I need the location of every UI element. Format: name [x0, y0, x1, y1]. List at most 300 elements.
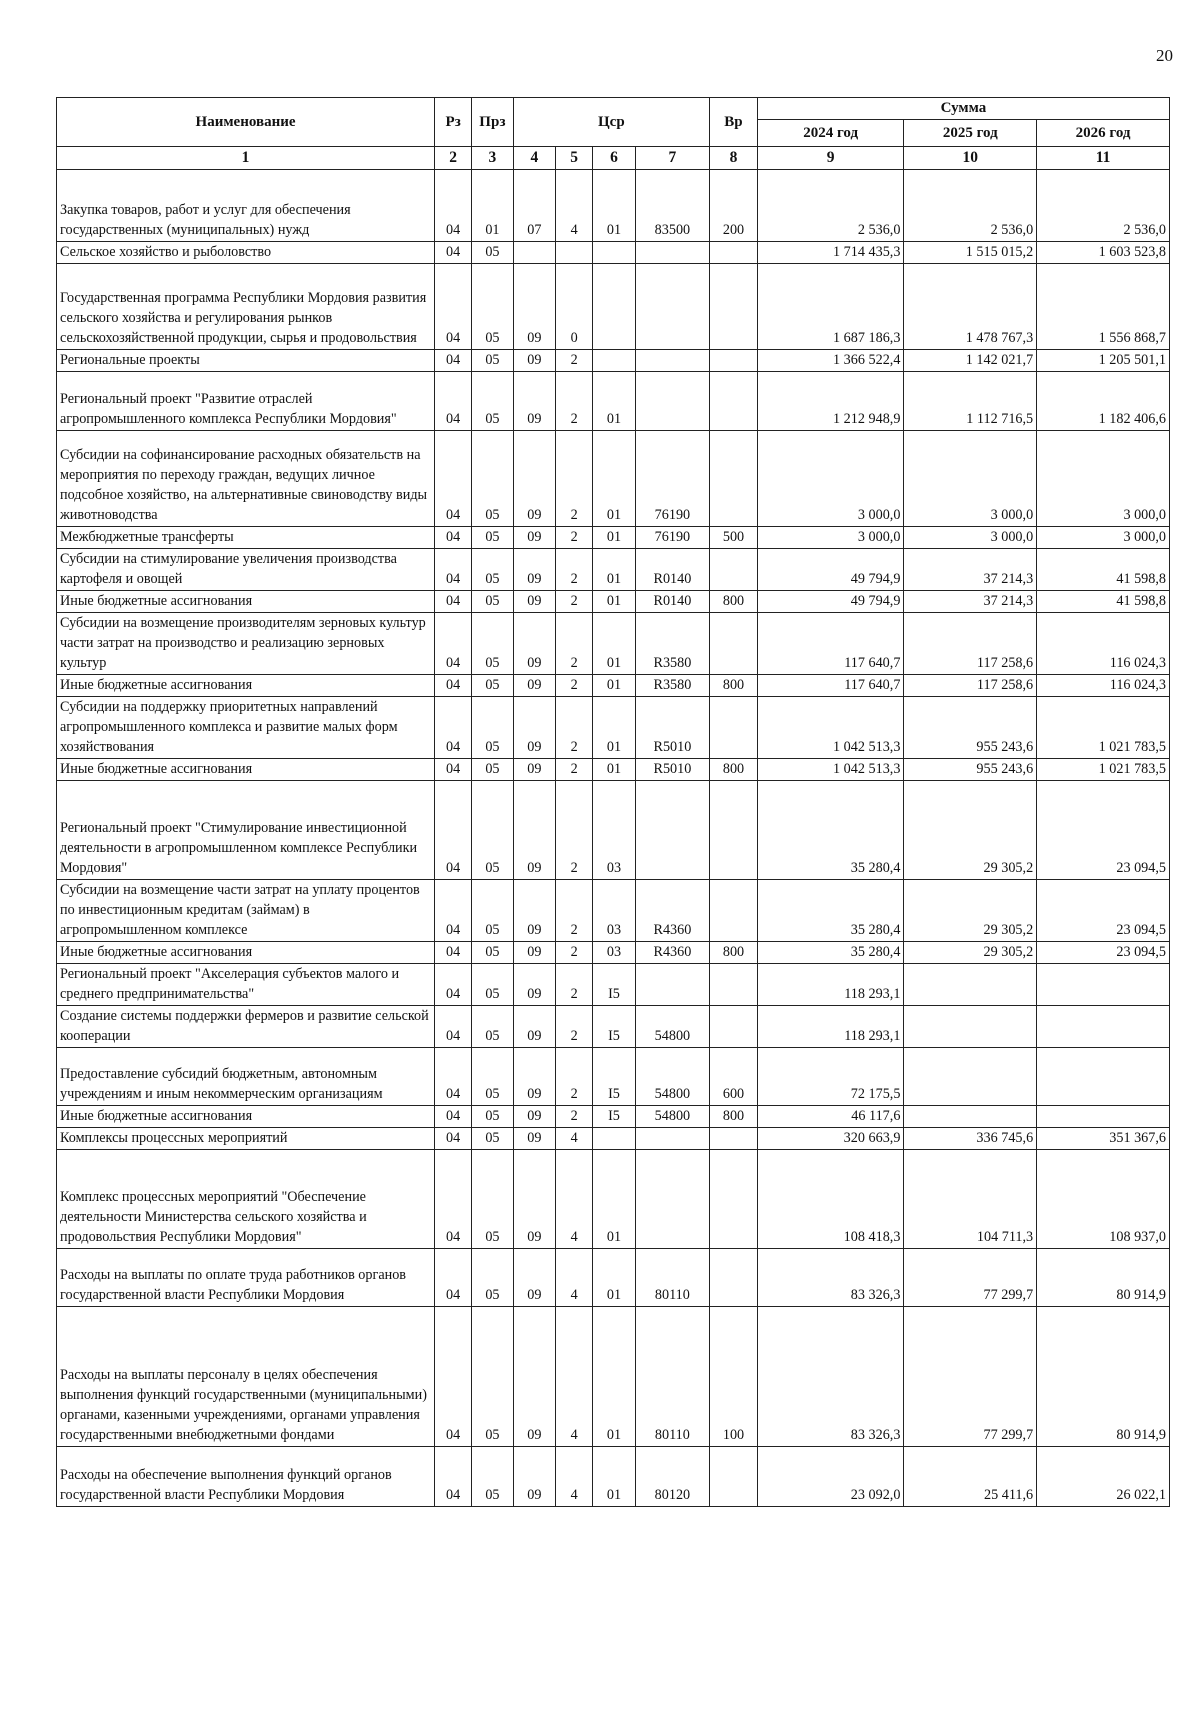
csr-project-cell: 01 [593, 527, 635, 549]
row-name-cell: Расходы на обеспечение выполнения функций органов государственной власти Республики Мордовия [57, 1447, 435, 1507]
prz-cell: 05 [472, 527, 513, 549]
amount-2026-cell: 3 000,0 [1037, 527, 1170, 549]
csr-type-cell: 2 [556, 942, 593, 964]
rz-cell: 04 [435, 1006, 472, 1048]
csr-program-cell: 09 [513, 1249, 555, 1307]
prz-cell: 05 [472, 675, 513, 697]
table-row [57, 264, 1170, 350]
vr-cell: 800 [710, 675, 758, 697]
amount-2024-cell: 1 212 948,9 [757, 372, 904, 431]
table-row [57, 591, 1170, 613]
prz-cell: 05 [472, 549, 513, 591]
prz-cell: 05 [472, 942, 513, 964]
amount-2026-cell [1037, 1006, 1170, 1048]
amount-2025-cell: 3 000,0 [904, 527, 1037, 549]
csr-program-cell: 09 [513, 1307, 555, 1447]
vr-cell: 800 [710, 591, 758, 613]
amount-2025-cell: 1 515 015,2 [904, 242, 1037, 264]
amount-2026-cell: 116 024,3 [1037, 613, 1170, 675]
vr-cell [710, 372, 758, 431]
table-body [57, 170, 1170, 1507]
amount-2025-cell: 25 411,6 [904, 1447, 1037, 1507]
prz-cell: 05 [472, 697, 513, 759]
column-number: 9 [757, 147, 904, 170]
column-number: 10 [904, 147, 1037, 170]
csr-direction-cell: R0140 [635, 591, 709, 613]
row-name-cell: Региональный проект "Акселерация субъектов малого и среднего предпринимательства" [57, 964, 435, 1006]
amount-2025-cell: 3 000,0 [904, 431, 1037, 527]
table-row [57, 1249, 1170, 1307]
csr-program-cell: 09 [513, 942, 555, 964]
amount-2024-cell: 72 175,5 [757, 1048, 904, 1106]
csr-program-cell: 09 [513, 527, 555, 549]
row-name-cell: Субсидии на возмещение производителям зерновых культур части затрат на производство и реализацию зерновых культур [57, 613, 435, 675]
csr-direction-cell: 54800 [635, 1106, 709, 1128]
amount-2025-cell [904, 1048, 1037, 1106]
csr-direction-cell [635, 264, 709, 350]
amount-2025-cell [904, 1006, 1037, 1048]
row-name-cell: Расходы на выплаты по оплате труда работников органов государственной власти Республики Мордовия [57, 1249, 435, 1307]
budget-table [56, 97, 1170, 1507]
amount-2024-cell: 35 280,4 [757, 781, 904, 880]
csr-type-cell: 4 [556, 170, 593, 242]
amount-2025-cell: 336 745,6 [904, 1128, 1037, 1150]
amount-2025-cell: 37 214,3 [904, 591, 1037, 613]
vr-cell: 800 [710, 759, 758, 781]
table-row [57, 1048, 1170, 1106]
amount-2026-cell: 3 000,0 [1037, 431, 1170, 527]
csr-program-cell: 09 [513, 264, 555, 350]
prz-cell: 05 [472, 1128, 513, 1150]
row-name-cell: Предоставление субсидий бюджетным, автономным учреждениям и иным некоммерческим организациям [57, 1048, 435, 1106]
csr-project-cell: 01 [593, 1150, 635, 1249]
csr-direction-cell: 76190 [635, 527, 709, 549]
vr-cell [710, 242, 758, 264]
row-name-cell: Субсидии на поддержку приоритетных направлений агропромышленного комплекса и развитие малых форм хозяйствования [57, 697, 435, 759]
amount-2026-cell [1037, 1106, 1170, 1128]
amount-2026-cell: 41 598,8 [1037, 549, 1170, 591]
amount-2024-cell: 49 794,9 [757, 549, 904, 591]
prz-cell: 05 [472, 964, 513, 1006]
amount-2026-cell: 1 556 868,7 [1037, 264, 1170, 350]
amount-2026-cell: 351 367,6 [1037, 1128, 1170, 1150]
vr-cell [710, 264, 758, 350]
vr-cell [710, 613, 758, 675]
amount-2024-cell: 23 092,0 [757, 1447, 904, 1507]
table-row [57, 1006, 1170, 1048]
page-number: 20 [1156, 46, 1173, 65]
table-row [57, 1128, 1170, 1150]
amount-2026-cell: 2 536,0 [1037, 170, 1170, 242]
amount-2024-cell: 83 326,3 [757, 1307, 904, 1447]
amount-2024-cell: 35 280,4 [757, 942, 904, 964]
csr-program-cell: 09 [513, 1150, 555, 1249]
vr-cell [710, 1006, 758, 1048]
row-name-cell: Иные бюджетные ассигнования [57, 759, 435, 781]
csr-direction-cell [635, 350, 709, 372]
csr-direction-cell [635, 964, 709, 1006]
rz-cell: 04 [435, 1106, 472, 1128]
csr-project-cell: 01 [593, 549, 635, 591]
csr-direction-cell: R0140 [635, 549, 709, 591]
amount-2026-cell: 41 598,8 [1037, 591, 1170, 613]
csr-project-cell: 01 [593, 372, 635, 431]
csr-direction-cell: R3580 [635, 613, 709, 675]
amount-2026-cell: 26 022,1 [1037, 1447, 1170, 1507]
prz-cell: 05 [472, 591, 513, 613]
row-name-cell: Иные бюджетные ассигнования [57, 1106, 435, 1128]
csr-type-cell: 4 [556, 1128, 593, 1150]
row-name-cell: Субсидии на стимулирование увеличения производства картофеля и овощей [57, 549, 435, 591]
row-name-cell: Сельское хозяйство и рыболовство [57, 242, 435, 264]
amount-2024-cell: 118 293,1 [757, 964, 904, 1006]
csr-direction-cell [635, 242, 709, 264]
table-row [57, 1447, 1170, 1507]
table-row [57, 697, 1170, 759]
csr-program-cell: 09 [513, 613, 555, 675]
csr-project-cell: 01 [593, 591, 635, 613]
vr-cell: 600 [710, 1048, 758, 1106]
csr-program-cell: 09 [513, 675, 555, 697]
amount-2026-cell: 23 094,5 [1037, 781, 1170, 880]
vr-cell [710, 880, 758, 942]
prz-cell: 05 [472, 1106, 513, 1128]
amount-2024-cell: 1 714 435,3 [757, 242, 904, 264]
row-name-cell: Субсидии на софинансирование расходных обязательств на мероприятия по переходу граждан, ведущих личное подсобное хозяйство, на альтернативные свиноводству виды животноводства [57, 431, 435, 527]
table-row [57, 170, 1170, 242]
csr-direction-cell: 54800 [635, 1048, 709, 1106]
table-row [57, 431, 1170, 527]
amount-2024-cell: 320 663,9 [757, 1128, 904, 1150]
csr-program-cell: 09 [513, 431, 555, 527]
csr-project-cell: I5 [593, 1106, 635, 1128]
csr-type-cell: 4 [556, 1150, 593, 1249]
amount-2026-cell: 1 603 523,8 [1037, 242, 1170, 264]
col-csr-header: Цср [513, 98, 709, 147]
amount-2024-cell: 3 000,0 [757, 431, 904, 527]
csr-direction-cell: R4360 [635, 880, 709, 942]
prz-cell: 01 [472, 170, 513, 242]
table-row [57, 1307, 1170, 1447]
csr-type-cell: 4 [556, 1249, 593, 1307]
csr-project-cell: 01 [593, 1249, 635, 1307]
csr-type-cell [556, 242, 593, 264]
prz-cell: 05 [472, 1006, 513, 1048]
amount-2024-cell: 117 640,7 [757, 613, 904, 675]
csr-direction-cell: R5010 [635, 697, 709, 759]
table-row [57, 964, 1170, 1006]
row-name-cell: Иные бюджетные ассигнования [57, 675, 435, 697]
rz-cell: 04 [435, 1150, 472, 1249]
amount-2025-cell: 955 243,6 [904, 759, 1037, 781]
amount-2024-cell: 117 640,7 [757, 675, 904, 697]
rz-cell: 04 [435, 1128, 472, 1150]
prz-cell: 05 [472, 431, 513, 527]
csr-program-cell: 09 [513, 781, 555, 880]
amount-2026-cell: 80 914,9 [1037, 1307, 1170, 1447]
header-row-1 [57, 98, 1170, 120]
vr-cell [710, 697, 758, 759]
csr-project-cell: 01 [593, 613, 635, 675]
vr-cell: 500 [710, 527, 758, 549]
csr-type-cell: 2 [556, 591, 593, 613]
vr-cell: 200 [710, 170, 758, 242]
amount-2024-cell: 3 000,0 [757, 527, 904, 549]
vr-cell [710, 431, 758, 527]
row-name-cell: Межбюджетные трансферты [57, 527, 435, 549]
csr-type-cell: 2 [556, 880, 593, 942]
csr-type-cell: 4 [556, 1447, 593, 1507]
rz-cell: 04 [435, 1307, 472, 1447]
prz-cell: 05 [472, 264, 513, 350]
column-number: 4 [513, 147, 555, 170]
csr-type-cell: 2 [556, 350, 593, 372]
amount-2026-cell: 23 094,5 [1037, 880, 1170, 942]
vr-cell: 100 [710, 1307, 758, 1447]
csr-direction-cell [635, 1150, 709, 1249]
amount-2025-cell: 77 299,7 [904, 1249, 1037, 1307]
csr-type-cell: 2 [556, 549, 593, 591]
amount-2026-cell: 80 914,9 [1037, 1249, 1170, 1307]
col-2024-header: 2024 год [757, 120, 904, 147]
csr-direction-cell: R3580 [635, 675, 709, 697]
vr-cell [710, 350, 758, 372]
amount-2025-cell: 1 112 716,5 [904, 372, 1037, 431]
amount-2025-cell: 117 258,6 [904, 613, 1037, 675]
csr-direction-cell: R5010 [635, 759, 709, 781]
csr-direction-cell: R4360 [635, 942, 709, 964]
amount-2025-cell: 104 711,3 [904, 1150, 1037, 1249]
csr-program-cell: 09 [513, 759, 555, 781]
table-row [57, 880, 1170, 942]
amount-2026-cell: 23 094,5 [1037, 942, 1170, 964]
rz-cell: 04 [435, 1048, 472, 1106]
csr-program-cell: 09 [513, 1128, 555, 1150]
row-name-cell: Региональные проекты [57, 350, 435, 372]
amount-2025-cell [904, 964, 1037, 1006]
csr-direction-cell: 83500 [635, 170, 709, 242]
table-row [57, 549, 1170, 591]
amount-2025-cell: 117 258,6 [904, 675, 1037, 697]
col-vr-header: Вр [710, 98, 758, 147]
row-name-cell: Комплекс процессных мероприятий "Обеспечение деятельности Министерства сельского хозяйства и продовольствия Республики Мордовия" [57, 1150, 435, 1249]
csr-direction-cell [635, 372, 709, 431]
csr-project-cell [593, 264, 635, 350]
csr-direction-cell: 80120 [635, 1447, 709, 1507]
rz-cell: 04 [435, 964, 472, 1006]
rz-cell: 04 [435, 880, 472, 942]
table-row [57, 1106, 1170, 1128]
table-row [57, 527, 1170, 549]
amount-2025-cell: 1 142 021,7 [904, 350, 1037, 372]
row-name-cell: Создание системы поддержки фермеров и развитие сельской кооперации [57, 1006, 435, 1048]
csr-project-cell [593, 242, 635, 264]
vr-cell [710, 1447, 758, 1507]
table-row [57, 1150, 1170, 1249]
amount-2024-cell: 1 366 522,4 [757, 350, 904, 372]
column-number: 6 [593, 147, 635, 170]
prz-cell: 05 [472, 350, 513, 372]
amount-2025-cell: 37 214,3 [904, 549, 1037, 591]
amount-2025-cell: 955 243,6 [904, 697, 1037, 759]
csr-type-cell: 2 [556, 1106, 593, 1128]
csr-program-cell [513, 242, 555, 264]
amount-2024-cell: 1 687 186,3 [757, 264, 904, 350]
amount-2025-cell [904, 1106, 1037, 1128]
table-row [57, 942, 1170, 964]
csr-type-cell: 4 [556, 1307, 593, 1447]
rz-cell: 04 [435, 372, 472, 431]
csr-type-cell: 2 [556, 759, 593, 781]
prz-cell: 05 [472, 781, 513, 880]
prz-cell: 05 [472, 613, 513, 675]
prz-cell: 05 [472, 372, 513, 431]
amount-2026-cell: 1 182 406,6 [1037, 372, 1170, 431]
amount-2024-cell: 118 293,1 [757, 1006, 904, 1048]
table-row [57, 759, 1170, 781]
column-number: 11 [1037, 147, 1170, 170]
csr-project-cell: I5 [593, 1048, 635, 1106]
amount-2026-cell: 116 024,3 [1037, 675, 1170, 697]
csr-project-cell [593, 350, 635, 372]
column-number: 2 [435, 147, 472, 170]
csr-project-cell: I5 [593, 964, 635, 1006]
col-prz-header: Прз [472, 98, 513, 147]
csr-type-cell: 2 [556, 527, 593, 549]
vr-cell: 800 [710, 942, 758, 964]
csr-program-cell: 09 [513, 1106, 555, 1128]
prz-cell: 05 [472, 1447, 513, 1507]
rz-cell: 04 [435, 242, 472, 264]
amount-2024-cell: 35 280,4 [757, 880, 904, 942]
amount-2025-cell: 29 305,2 [904, 942, 1037, 964]
col-sum-header: Сумма [757, 98, 1169, 120]
row-name-cell: Иные бюджетные ассигнования [57, 591, 435, 613]
csr-type-cell: 2 [556, 431, 593, 527]
rz-cell: 04 [435, 942, 472, 964]
amount-2024-cell: 1 042 513,3 [757, 759, 904, 781]
vr-cell [710, 549, 758, 591]
rz-cell: 04 [435, 170, 472, 242]
csr-program-cell: 09 [513, 372, 555, 431]
csr-project-cell: 01 [593, 675, 635, 697]
amount-2025-cell: 29 305,2 [904, 880, 1037, 942]
amount-2025-cell: 1 478 767,3 [904, 264, 1037, 350]
table-row [57, 242, 1170, 264]
table-row [57, 372, 1170, 431]
csr-project-cell: 03 [593, 781, 635, 880]
amount-2025-cell: 2 536,0 [904, 170, 1037, 242]
rz-cell: 04 [435, 613, 472, 675]
row-name-cell: Закупка товаров, работ и услуг для обеспечения государственных (муниципальных) нужд [57, 170, 435, 242]
column-number: 1 [57, 147, 435, 170]
csr-program-cell: 09 [513, 880, 555, 942]
csr-program-cell: 07 [513, 170, 555, 242]
csr-type-cell: 2 [556, 964, 593, 1006]
amount-2024-cell: 49 794,9 [757, 591, 904, 613]
amount-2024-cell: 46 117,6 [757, 1106, 904, 1128]
table-row [57, 675, 1170, 697]
csr-project-cell: 03 [593, 942, 635, 964]
table-row [57, 350, 1170, 372]
amount-2026-cell: 1 021 783,5 [1037, 697, 1170, 759]
csr-type-cell: 0 [556, 264, 593, 350]
rz-cell: 04 [435, 1447, 472, 1507]
amount-2024-cell: 83 326,3 [757, 1249, 904, 1307]
csr-type-cell: 2 [556, 372, 593, 431]
csr-project-cell: 01 [593, 1447, 635, 1507]
row-name-cell: Региональный проект "Развитие отраслей агропромышленного комплекса Республики Мордовия" [57, 372, 435, 431]
csr-project-cell: 01 [593, 1307, 635, 1447]
amount-2026-cell: 108 937,0 [1037, 1150, 1170, 1249]
amount-2026-cell [1037, 964, 1170, 1006]
prz-cell: 05 [472, 242, 513, 264]
csr-program-cell: 09 [513, 350, 555, 372]
rz-cell: 04 [435, 591, 472, 613]
prz-cell: 05 [472, 880, 513, 942]
row-name-cell: Иные бюджетные ассигнования [57, 942, 435, 964]
prz-cell: 05 [472, 759, 513, 781]
csr-program-cell: 09 [513, 1006, 555, 1048]
csr-program-cell: 09 [513, 1447, 555, 1507]
csr-direction-cell: 76190 [635, 431, 709, 527]
row-name-cell: Расходы на выплаты персоналу в целях обеспечения выполнения функций государственными (муниципальными) органами, казенными учреждениями, органами управления государственными внебюджетными фондами [57, 1307, 435, 1447]
column-number: 3 [472, 147, 513, 170]
csr-type-cell: 2 [556, 675, 593, 697]
row-name-cell: Региональный проект "Стимулирование инвестиционной деятельности в агропромышленном комплексе Республики Мордовия" [57, 781, 435, 880]
column-number-row [57, 147, 1170, 170]
column-number: 8 [710, 147, 758, 170]
vr-cell [710, 1150, 758, 1249]
rz-cell: 04 [435, 675, 472, 697]
table-row [57, 613, 1170, 675]
rz-cell: 04 [435, 431, 472, 527]
amount-2026-cell: 1 021 783,5 [1037, 759, 1170, 781]
rz-cell: 04 [435, 781, 472, 880]
prz-cell: 05 [472, 1249, 513, 1307]
csr-program-cell: 09 [513, 964, 555, 1006]
csr-direction-cell: 80110 [635, 1249, 709, 1307]
column-number: 5 [556, 147, 593, 170]
row-name-cell: Государственная программа Республики Мордовия развития сельского хозяйства и регулирования рынков сельскохозяйственной продукции, сырья и продовольствия [57, 264, 435, 350]
csr-project-cell: 01 [593, 431, 635, 527]
csr-program-cell: 09 [513, 1048, 555, 1106]
row-name-cell: Комплексы процессных мероприятий [57, 1128, 435, 1150]
csr-program-cell: 09 [513, 697, 555, 759]
amount-2024-cell: 1 042 513,3 [757, 697, 904, 759]
csr-project-cell: 01 [593, 759, 635, 781]
csr-project-cell: I5 [593, 1006, 635, 1048]
rz-cell: 04 [435, 1249, 472, 1307]
csr-project-cell: 03 [593, 880, 635, 942]
col-rz-header: Рз [435, 98, 472, 147]
table-row [57, 781, 1170, 880]
vr-cell [710, 1249, 758, 1307]
col-2026-header: 2026 год [1037, 120, 1170, 147]
vr-cell [710, 1128, 758, 1150]
vr-cell [710, 964, 758, 1006]
col-name-header: Наименование [57, 98, 435, 147]
rz-cell: 04 [435, 350, 472, 372]
vr-cell: 800 [710, 1106, 758, 1128]
rz-cell: 04 [435, 549, 472, 591]
rz-cell: 04 [435, 759, 472, 781]
amount-2024-cell: 2 536,0 [757, 170, 904, 242]
column-number: 7 [635, 147, 709, 170]
csr-direction-cell [635, 781, 709, 880]
csr-type-cell: 2 [556, 1006, 593, 1048]
prz-cell: 05 [472, 1307, 513, 1447]
